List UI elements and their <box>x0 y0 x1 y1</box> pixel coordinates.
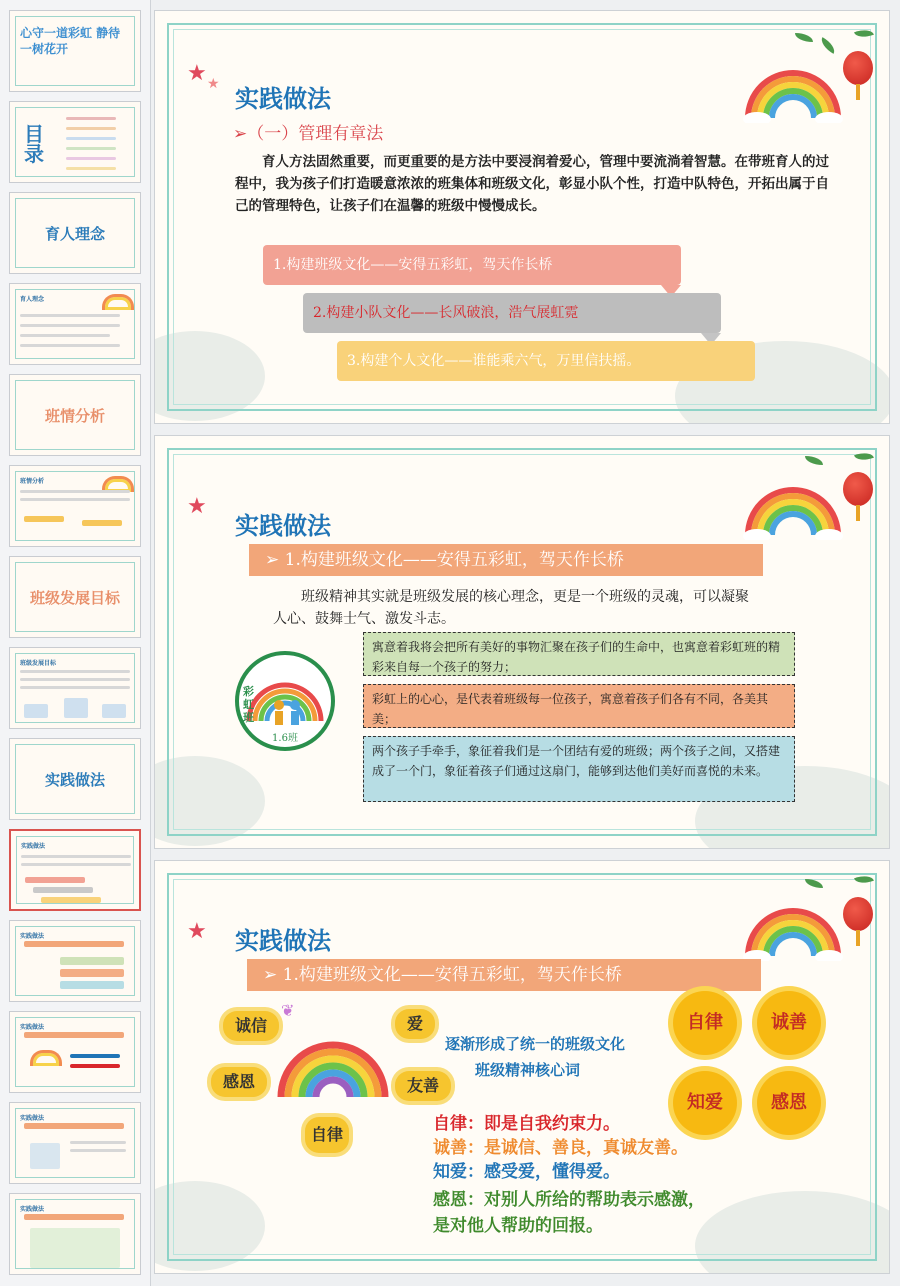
thumbnail-10-selected[interactable] <box>9 829 141 911</box>
definition-2: 诚善：是诚信、善良，真诚友善。 <box>433 1138 688 1158</box>
star-icon: ★ <box>187 494 207 519</box>
thumbnail-title: 实践做法 <box>20 1206 45 1213</box>
step-3: 3.构建个人文化——谁能乘六气，万里信扶摇。 <box>337 341 755 381</box>
meaning-box-1: 寓意着我将会把所有美好的事物汇聚在孩子们的生命中，也寓意着彩虹班的精彩来自每一个孩子的努力； <box>363 632 795 676</box>
thumbnail-title: 实践做法 <box>44 771 105 789</box>
thumbnail-2[interactable] <box>9 101 141 183</box>
logo-caption: 1.6班 <box>272 733 298 744</box>
center-line-2: 班级精神核心词 <box>475 1061 581 1079</box>
badge-self-discipline: 自律 <box>305 1117 349 1153</box>
definition-1: 自律：即是自我约束力。 <box>433 1114 620 1134</box>
class-logo <box>235 651 335 751</box>
intro-paragraph: 育人方法固然重要，而更重要的是方法中要浸润着爱心，管理中要流淌着智慧。在带班育人的过程中，我为孩子们打造暖意浓浓的班集体和班级文化，彰显小队个性，打造中队特色，开拓出属于自己的管理特色，让孩子们在温馨的班级中慢慢成长。 <box>235 154 829 214</box>
flower-gratitude: 感恩 <box>757 1071 821 1135</box>
thumbnail-11[interactable] <box>9 920 141 1002</box>
flower-self-discipline: 自律 <box>673 991 737 1055</box>
star-icon: ★ <box>187 61 207 86</box>
thumbnail-8[interactable] <box>9 647 141 729</box>
slide-title: 实践做法 <box>235 511 331 540</box>
definition-4: 感恩：对别人所给的帮助表示感激， <box>433 1190 705 1210</box>
center-line-1: 逐渐形成了统一的班级文化 <box>445 1035 626 1053</box>
thumbnail-title: 班情分析 <box>44 407 105 425</box>
thumbnail-title: 实践做法 <box>20 1024 45 1031</box>
slide-class-culture[interactable] <box>154 435 890 849</box>
badge-love: 爱 <box>395 1009 435 1039</box>
thumbnail-title: 心守一道彩虹 静待一树花开 <box>20 26 121 56</box>
rainbow-icon <box>273 1031 393 1101</box>
thumbnail-1[interactable] <box>9 10 141 92</box>
logo-text: 彩虹班 <box>243 685 254 724</box>
badge-friendly: 友善 <box>395 1071 451 1101</box>
slide-core-words[interactable] <box>154 860 890 1274</box>
lantern-icon <box>843 472 873 506</box>
flower-know-love: 知爱 <box>673 1071 737 1135</box>
thumbnail-title: 实践做法 <box>20 933 45 940</box>
thumbnail-title: 班级发展目标 <box>29 589 120 607</box>
badge-integrity: 诚信 <box>223 1011 279 1041</box>
slide-management[interactable] <box>154 10 890 424</box>
thumbnail-title: 班级发展目标 <box>20 660 57 667</box>
thumbnail-title: 班情分析 <box>20 478 45 485</box>
thumbnail-3[interactable] <box>9 192 141 274</box>
section-subtitle: ➢（一）管理有章法 <box>233 124 384 144</box>
flower-sincere-kind: 诚善 <box>757 991 821 1055</box>
definition-5: 是对他人帮助的回报。 <box>433 1216 603 1236</box>
thumbnail-title: 目录 <box>24 122 44 166</box>
thumbnail-14[interactable] <box>9 1193 141 1275</box>
section-header: ➢ 1.构建班级文化——安得五彩虹，驾天作长桥 <box>249 544 763 576</box>
thumbnail-title: 育人理念 <box>44 225 105 243</box>
lantern-icon <box>843 897 873 931</box>
butterfly-icon: ❦ <box>281 1001 295 1020</box>
section-header: ➢ 1.构建班级文化——安得五彩虹，驾天作长桥 <box>247 959 761 991</box>
slide-thumbnail-panel[interactable] <box>0 0 151 1286</box>
lantern-icon <box>843 51 873 85</box>
definition-3: 知爱：感受爱，懂得爱。 <box>433 1162 620 1182</box>
meaning-box-3: 两个孩子手牵手，象征着我们是一个团结有爱的班级；两个孩子之间，又搭建成了一个门，象征着孩子们通过这扇门，能够到达他们美好而喜悦的未来。 <box>363 736 795 802</box>
slide-title: 实践做法 <box>235 84 331 113</box>
thumbnail-13[interactable] <box>9 1102 141 1184</box>
thumbnail-title: 实践做法 <box>20 1115 45 1122</box>
intro-paragraph: 班级精神其实就是班级发展的核心理念，更是一个班级的灵魂，可以凝聚人心、鼓舞士气、激发斗志。 <box>273 589 749 627</box>
meaning-box-2: 彩虹上的心心，是代表着班级每一位孩子，寓意着孩子们各有不同，各美其美； <box>363 684 795 728</box>
rainbow-icon <box>743 480 843 540</box>
thumbnail-title: 育人理念 <box>20 296 45 303</box>
thumbnail-9[interactable] <box>9 738 141 820</box>
rainbow-icon <box>743 63 843 123</box>
thumbnail-7[interactable] <box>9 556 141 638</box>
thumbnail-12[interactable] <box>9 1011 141 1093</box>
rainbow-icon <box>743 901 843 961</box>
star-icon: ★ <box>207 76 220 92</box>
step-2: 2.构建小队文化——长风破浪，浩气展虹霓 <box>303 293 721 333</box>
slide-title: 实践做法 <box>235 926 331 955</box>
thumbnail-4[interactable] <box>9 283 141 365</box>
thumbnail-5[interactable] <box>9 374 141 456</box>
step-1: 1.构建班级文化——安得五彩虹，驾天作长桥 <box>263 245 681 285</box>
thumbnail-6[interactable] <box>9 465 141 547</box>
badge-gratitude: 感恩 <box>211 1067 267 1097</box>
thumbnail-title: 实践做法 <box>21 843 46 850</box>
star-icon: ★ <box>187 919 207 944</box>
